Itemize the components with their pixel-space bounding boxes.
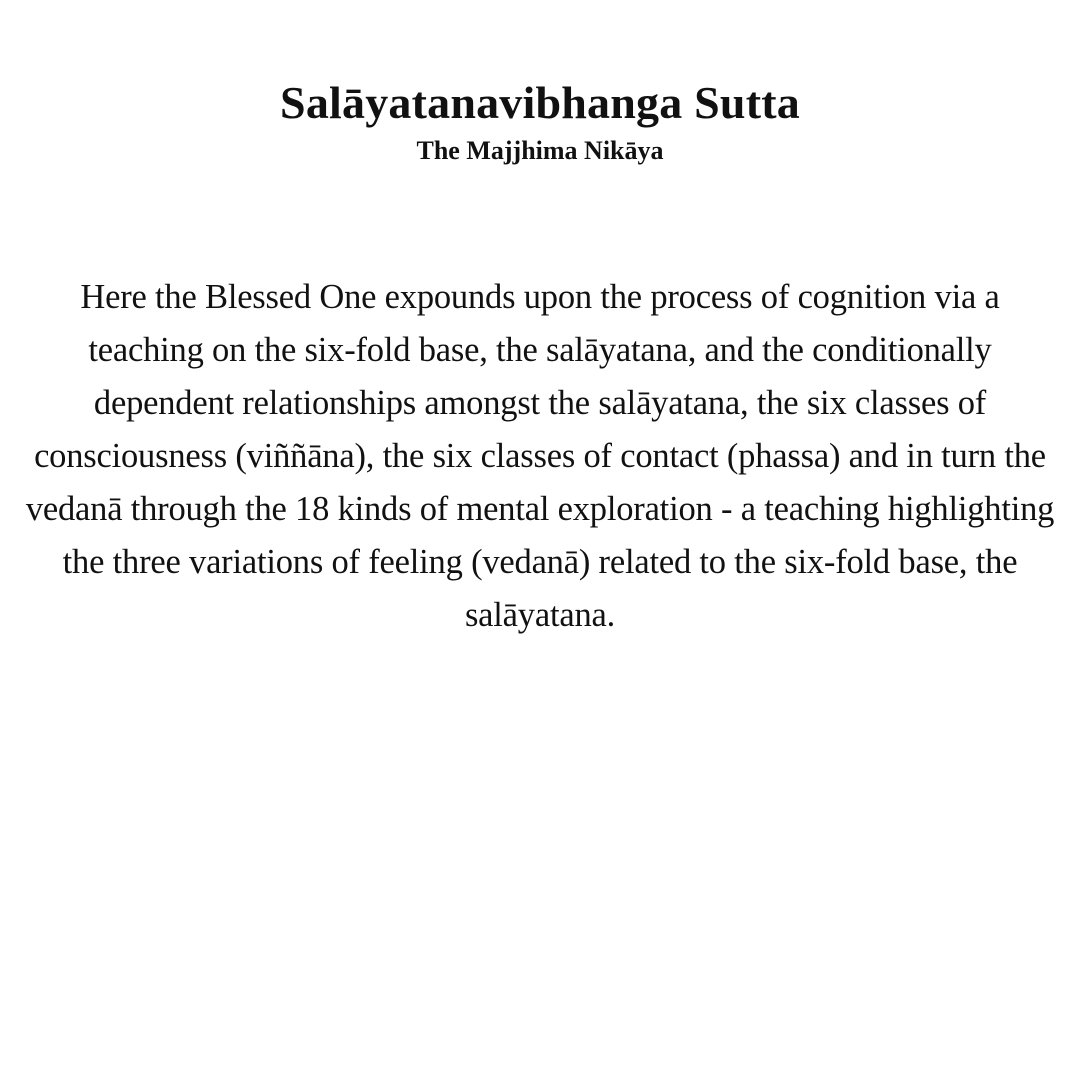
page-subtitle: The Majjhima Nikāya xyxy=(416,136,664,165)
description-paragraph: Here the Blessed One expounds upon the process of cognition via a teaching on the six-fold base, the salāyatana, and the conditionally dependent relationships amongst the salāyatana, the six classes of consciousness (viññāna), the six classes of contact (phassa) and in turn the vedanā through the 18 kinds of mental exploration - a teaching highlighting the three variations of feeling (vedanā) related to the six-fold base, the salāyatana. xyxy=(25,278,1055,634)
page-title: Salāyatanavibhanga Sutta xyxy=(280,77,800,128)
